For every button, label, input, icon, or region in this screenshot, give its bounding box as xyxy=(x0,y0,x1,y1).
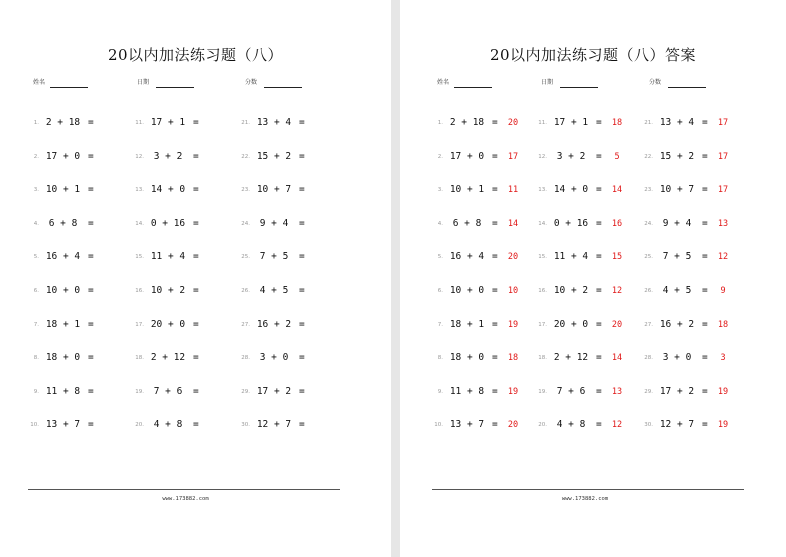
problem-number: 30. xyxy=(241,422,250,429)
problem-number: 10. xyxy=(434,422,443,429)
problem-number: 21. xyxy=(644,120,653,126)
equals-sign: = xyxy=(193,385,199,397)
problem-number: 27. xyxy=(644,321,653,328)
equals-sign: = xyxy=(88,385,94,397)
problem-expression: 3 + 0 xyxy=(259,352,289,364)
problem-number: 14. xyxy=(135,220,144,227)
equals-sign: = xyxy=(492,318,498,330)
footer-divider xyxy=(432,489,744,490)
answer-value: 12 xyxy=(611,420,623,431)
equals-sign: = xyxy=(492,150,498,162)
problem-expression: 18 + 1 xyxy=(449,318,485,330)
problem-number: 28. xyxy=(241,355,250,362)
problem-expression: 17 + 1 xyxy=(553,117,589,128)
equals-sign: = xyxy=(193,117,199,128)
problem-number: 24. xyxy=(241,220,250,227)
problem-number: 7. xyxy=(33,321,39,328)
problem-number: 3. xyxy=(437,187,443,194)
equals-sign: = xyxy=(193,217,199,229)
worksheet-title: 20以内加法练习题（八） xyxy=(107,46,284,64)
problem-number: 2. xyxy=(33,153,39,160)
equals-sign: = xyxy=(492,385,498,397)
equals-sign: = xyxy=(596,184,602,196)
answer-value: 18 xyxy=(717,319,729,330)
problem-expression: 18 + 0 xyxy=(45,352,81,364)
problem-number: 3. xyxy=(33,187,39,194)
problem-expression: 10 + 7 xyxy=(659,184,695,196)
date-blank xyxy=(560,87,598,88)
answer-value: 3 xyxy=(720,353,726,364)
problem-number: 5. xyxy=(437,254,443,261)
problem-expression: 15 + 2 xyxy=(659,150,695,162)
equals-sign: = xyxy=(193,318,199,330)
problem-number: 11. xyxy=(538,120,547,126)
problem-expression: 13 + 7 xyxy=(45,419,81,431)
problem-expression: 0 + 16 xyxy=(553,217,589,229)
answer-value: 14 xyxy=(611,185,623,196)
problem-number: 25. xyxy=(241,254,250,261)
answer-value: 9 xyxy=(720,286,726,296)
equals-sign: = xyxy=(88,251,94,263)
name-blank xyxy=(454,87,492,88)
problem-expression: 2 + 12 xyxy=(150,352,186,364)
equals-sign: = xyxy=(596,217,602,229)
equals-sign: = xyxy=(702,150,708,162)
problem-number: 23. xyxy=(241,187,250,194)
problem-number: 26. xyxy=(644,288,653,294)
problem-number: 15. xyxy=(538,254,547,261)
problem-expression: 10 + 1 xyxy=(45,184,81,196)
problem-expression: 20 + 0 xyxy=(553,318,589,330)
answer-value: 13 xyxy=(717,218,729,229)
problem-expression: 12 + 7 xyxy=(256,419,292,431)
equals-sign: = xyxy=(88,217,94,229)
answer-key-title: 20以内加法练习题（八）答案 xyxy=(489,46,697,64)
problem-expression: 9 + 4 xyxy=(259,217,289,229)
problem-expression: 11 + 8 xyxy=(45,385,81,397)
equals-sign: = xyxy=(492,419,498,431)
equals-sign: = xyxy=(492,251,498,263)
score-blank xyxy=(668,87,706,88)
equals-sign: = xyxy=(596,318,602,330)
equals-sign: = xyxy=(702,419,708,431)
problem-expression: 3 + 0 xyxy=(662,352,692,364)
problem-number: 30. xyxy=(644,422,653,429)
problem-expression: 10 + 2 xyxy=(150,285,186,296)
problem-number: 19. xyxy=(538,388,547,395)
problem-number: 6. xyxy=(33,288,39,294)
problem-expression: 3 + 2 xyxy=(153,150,183,162)
answer-value: 17 xyxy=(507,151,519,162)
equals-sign: = xyxy=(492,184,498,196)
problem-expression: 13 + 4 xyxy=(256,117,292,128)
problem-expression: 17 + 0 xyxy=(45,150,81,162)
problem-number: 18. xyxy=(538,355,547,362)
equals-sign: = xyxy=(596,251,602,263)
problem-number: 19. xyxy=(135,388,144,395)
problem-expression: 10 + 1 xyxy=(449,184,485,196)
equals-sign: = xyxy=(193,419,199,431)
problem-expression: 12 + 7 xyxy=(659,419,695,431)
problem-number: 4. xyxy=(437,220,443,227)
problem-number: 17. xyxy=(538,321,547,328)
problem-expression: 0 + 16 xyxy=(150,217,186,229)
problem-expression: 16 + 4 xyxy=(45,251,81,263)
problem-expression: 17 + 0 xyxy=(449,150,485,162)
problem-expression: 2 + 18 xyxy=(449,117,485,128)
problem-number: 1. xyxy=(437,120,443,126)
problem-expression: 4 + 8 xyxy=(556,419,586,431)
problem-number: 12. xyxy=(538,153,547,160)
equals-sign: = xyxy=(299,385,305,397)
problem-number: 10. xyxy=(30,422,39,429)
problem-expression: 10 + 2 xyxy=(553,285,589,296)
answer-value: 12 xyxy=(717,252,729,263)
footer-website: www.173882.com xyxy=(162,496,209,502)
worksheet-page xyxy=(0,0,391,557)
problem-expression: 16 + 4 xyxy=(449,251,485,263)
problem-expression: 18 + 1 xyxy=(45,318,81,330)
answer-value: 20 xyxy=(507,118,519,128)
problem-expression: 6 + 8 xyxy=(452,217,482,229)
problem-number: 26. xyxy=(241,288,250,294)
equals-sign: = xyxy=(702,217,708,229)
answer-value: 18 xyxy=(507,353,519,364)
answer-value: 11 xyxy=(507,185,519,196)
equals-sign: = xyxy=(492,285,498,296)
problem-expression: 14 + 0 xyxy=(553,184,589,196)
equals-sign: = xyxy=(702,285,708,296)
problem-expression: 20 + 0 xyxy=(150,318,186,330)
equals-sign: = xyxy=(88,285,94,296)
problem-number: 21. xyxy=(241,120,250,126)
problem-expression: 11 + 4 xyxy=(150,251,186,263)
problem-number: 22. xyxy=(241,153,250,160)
problem-expression: 2 + 12 xyxy=(553,352,589,364)
equals-sign: = xyxy=(702,251,708,263)
problem-number: 2. xyxy=(437,153,443,160)
problem-number: 9. xyxy=(33,388,39,395)
date-label: 日期 xyxy=(541,79,554,86)
problem-expression: 10 + 7 xyxy=(256,184,292,196)
equals-sign: = xyxy=(492,117,498,128)
problem-expression: 7 + 6 xyxy=(556,385,586,397)
equals-sign: = xyxy=(299,318,305,330)
answer-value: 5 xyxy=(614,151,620,162)
problem-expression: 7 + 5 xyxy=(259,251,289,263)
equals-sign: = xyxy=(702,385,708,397)
problem-expression: 2 + 18 xyxy=(45,117,81,128)
problem-number: 16. xyxy=(135,288,144,294)
problem-number: 6. xyxy=(437,288,443,294)
answer-value: 14 xyxy=(611,353,623,364)
problem-number: 11. xyxy=(135,120,144,126)
problem-expression: 10 + 0 xyxy=(45,285,81,296)
problem-expression: 4 + 5 xyxy=(259,285,289,296)
problem-expression: 16 + 2 xyxy=(256,318,292,330)
answer-key-page xyxy=(400,0,786,557)
equals-sign: = xyxy=(596,150,602,162)
problem-number: 14. xyxy=(538,220,547,227)
problem-expression: 17 + 1 xyxy=(150,117,186,128)
answer-value: 17 xyxy=(717,151,729,162)
problem-number: 20. xyxy=(538,422,547,429)
equals-sign: = xyxy=(596,117,602,128)
equals-sign: = xyxy=(193,150,199,162)
equals-sign: = xyxy=(88,117,94,128)
equals-sign: = xyxy=(492,217,498,229)
problem-number: 8. xyxy=(437,355,443,362)
answer-value: 14 xyxy=(507,218,519,229)
equals-sign: = xyxy=(88,184,94,196)
problem-number: 1. xyxy=(33,120,39,126)
answer-value: 20 xyxy=(611,319,623,330)
problem-number: 27. xyxy=(241,321,250,328)
equals-sign: = xyxy=(299,217,305,229)
problem-expression: 7 + 6 xyxy=(153,385,183,397)
problem-number: 24. xyxy=(644,220,653,227)
answer-value: 12 xyxy=(611,286,623,296)
problem-number: 12. xyxy=(135,153,144,160)
equals-sign: = xyxy=(299,184,305,196)
equals-sign: = xyxy=(299,117,305,128)
problem-number: 23. xyxy=(644,187,653,194)
problem-number: 16. xyxy=(538,288,547,294)
equals-sign: = xyxy=(596,352,602,364)
problem-number: 4. xyxy=(33,220,39,227)
problem-expression: 13 + 4 xyxy=(659,117,695,128)
name-blank xyxy=(50,87,88,88)
problem-number: 29. xyxy=(241,388,250,395)
answer-value: 17 xyxy=(717,185,729,196)
student-info xyxy=(0,74,391,90)
answer-value: 19 xyxy=(507,386,519,397)
answer-value: 15 xyxy=(611,252,623,263)
problem-expression: 14 + 0 xyxy=(150,184,186,196)
equals-sign: = xyxy=(88,352,94,364)
equals-sign: = xyxy=(596,385,602,397)
problem-number: 20. xyxy=(135,422,144,429)
problem-expression: 11 + 4 xyxy=(553,251,589,263)
equals-sign: = xyxy=(596,285,602,296)
problem-number: 7. xyxy=(437,321,443,328)
equals-sign: = xyxy=(702,117,708,128)
score-blank xyxy=(264,87,302,88)
problem-number: 22. xyxy=(644,153,653,160)
name-label: 姓名 xyxy=(33,79,46,86)
equals-sign: = xyxy=(193,352,199,364)
answer-value: 13 xyxy=(611,386,623,397)
problem-number: 13. xyxy=(135,187,144,194)
equals-sign: = xyxy=(193,251,199,263)
problem-expression: 7 + 5 xyxy=(662,251,692,263)
problem-number: 25. xyxy=(644,254,653,261)
score-label: 分数 xyxy=(649,79,662,86)
problem-expression: 13 + 7 xyxy=(449,419,485,431)
problem-expression: 3 + 2 xyxy=(556,150,586,162)
answer-value: 20 xyxy=(507,420,519,431)
problem-expression: 17 + 2 xyxy=(659,385,695,397)
equals-sign: = xyxy=(299,352,305,364)
equals-sign: = xyxy=(88,150,94,162)
problem-expression: 9 + 4 xyxy=(662,217,692,229)
footer-divider xyxy=(28,489,340,490)
equals-sign: = xyxy=(193,184,199,196)
problem-number: 29. xyxy=(644,388,653,395)
problem-number: 18. xyxy=(135,355,144,362)
equals-sign: = xyxy=(88,318,94,330)
answer-value: 10 xyxy=(507,286,519,296)
problem-expression: 6 + 8 xyxy=(48,217,78,229)
problem-number: 5. xyxy=(33,254,39,261)
answer-value: 19 xyxy=(717,386,729,397)
name-label: 姓名 xyxy=(437,79,450,86)
answer-value: 18 xyxy=(611,118,623,128)
problem-number: 9. xyxy=(437,388,443,395)
problem-expression: 4 + 8 xyxy=(153,419,183,431)
problem-number: 13. xyxy=(538,187,547,194)
problem-number: 8. xyxy=(33,355,39,362)
problem-expression: 16 + 2 xyxy=(659,318,695,330)
answer-value: 16 xyxy=(611,218,623,229)
equals-sign: = xyxy=(702,184,708,196)
answer-value: 17 xyxy=(717,118,729,128)
date-label: 日期 xyxy=(137,79,150,86)
problem-expression: 17 + 2 xyxy=(256,385,292,397)
equals-sign: = xyxy=(193,285,199,296)
problem-number: 28. xyxy=(644,355,653,362)
problem-expression: 18 + 0 xyxy=(449,352,485,364)
equals-sign: = xyxy=(299,150,305,162)
answer-value: 20 xyxy=(507,252,519,263)
equals-sign: = xyxy=(702,318,708,330)
problem-expression: 10 + 0 xyxy=(449,285,485,296)
answer-value: 19 xyxy=(507,319,519,330)
equals-sign: = xyxy=(88,419,94,431)
equals-sign: = xyxy=(299,285,305,296)
problem-expression: 15 + 2 xyxy=(256,150,292,162)
problem-number: 17. xyxy=(135,321,144,328)
equals-sign: = xyxy=(596,419,602,431)
score-label: 分数 xyxy=(245,79,258,86)
answer-value: 19 xyxy=(717,420,729,431)
equals-sign: = xyxy=(299,251,305,263)
equals-sign: = xyxy=(702,352,708,364)
equals-sign: = xyxy=(299,419,305,431)
equals-sign: = xyxy=(492,352,498,364)
problem-expression: 11 + 8 xyxy=(449,385,485,397)
date-blank xyxy=(156,87,194,88)
problem-number: 15. xyxy=(135,254,144,261)
student-info xyxy=(400,74,786,90)
problem-expression: 4 + 5 xyxy=(662,285,692,296)
footer-website: www.173882.com xyxy=(561,496,609,502)
